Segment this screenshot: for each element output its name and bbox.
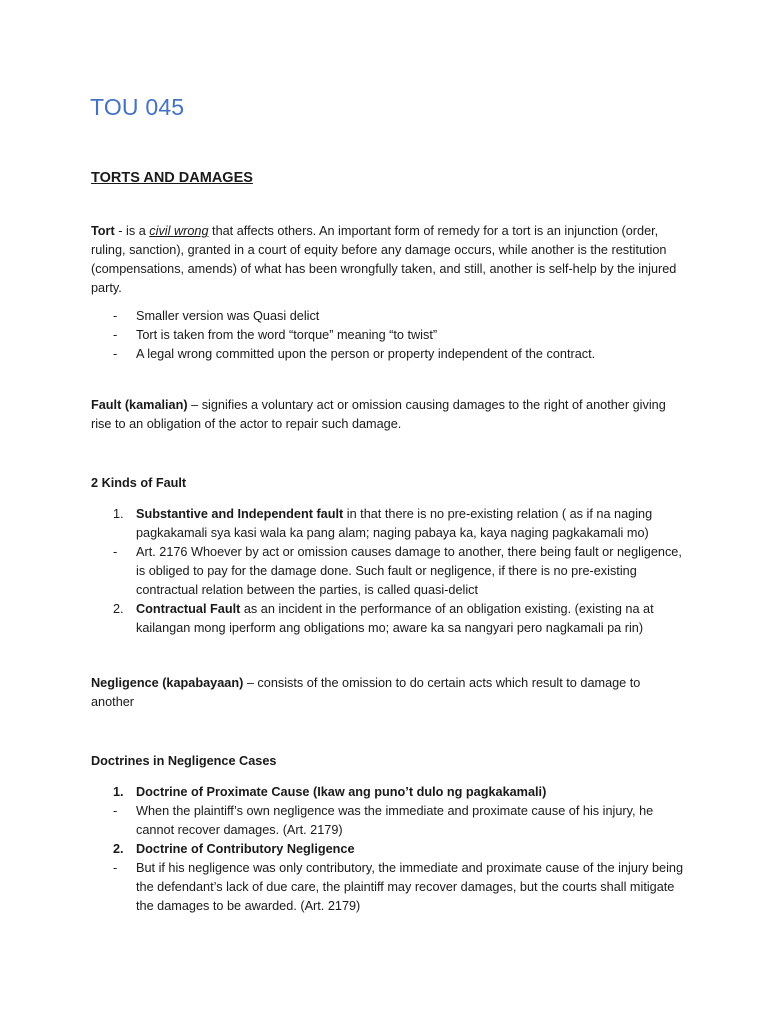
negligence-text: – consists of the omission to do certain acts which result to damage to another [91,676,641,709]
kinds-of-fault-list-2 [91,600,686,638]
fault-definition [91,396,686,434]
tort-dash: - is a [114,224,150,238]
dash-marker: - [113,804,118,818]
tort-definition [91,222,686,298]
fault-dash-list [91,543,686,600]
doctrine-dash-list [91,802,686,840]
list-item: - Smaller version was Quasi delict [91,307,686,326]
dash-marker: - [113,861,118,875]
section-heading: TORTS AND DAMAGES [91,170,253,186]
doctrines-section [91,752,686,916]
list-item [91,783,686,802]
negligence-section [91,674,686,712]
list-number: 1. [113,507,124,521]
list-number: 1. [113,785,124,799]
kinds-of-fault-section [91,474,686,638]
doctrine-title: Doctrine of Proximate Cause (Ikaw ang puno’t dulo ng pagkakamali) [136,785,547,799]
list-item: - Tort is taken from the word “torque” meaning “to twist” [91,326,686,345]
tort-section [91,222,686,364]
doctrine-dash-list-2 [91,859,686,916]
list-number: 2. [113,602,124,616]
doctrine-title: Doctrine of Contributory Negligence [136,842,355,856]
tort-bullet-list [91,307,686,364]
list-item: 2. Contractual Fault as an incident in the performance of an obligation existing. (existing na at kailangan mong iperform ang obligations mo; aware ka sa nangyari pero nagkamali pa rin) [113,602,654,635]
fault-kind-term: Contractual Fault [136,602,241,616]
document-title: TOU 045 [90,94,185,120]
fault-kind-term: Substantive and Independent fault [136,507,344,521]
dash-marker: - [113,328,118,342]
kinds-of-fault-list [91,505,686,543]
list-item: - A legal wrong committed upon the person or property independent of the contract. [91,345,686,364]
list-item: - But if his negligence was only contributory, the immediate and proximate cause of the injury being the defendant’s lack of due care, the plaintiff may recover damages, but the courts shall mitigate the damages to be awarded. (Art. 2179) [113,861,684,913]
kinds-of-fault-heading: 2 Kinds of Fault [91,476,187,490]
fault-term: Fault (kamalian) [91,398,188,412]
dash-marker: - [113,309,118,323]
tort-text: that affects others. An important form of remedy for a tort is an injunction (order, ruling, sanction), granted in a court of equity before any damage occurs, while another is the restitution (compensations, amends) of what has been wrongfully taken, and still, another is self-help by the injured party. [91,224,677,295]
list-item [91,840,686,859]
list-item: 1. Substantive and Independent fault in that there is no pre-existing relation ( as if na naging pagkakamali sya kasi wala ka pang alam; naging pabaya ka, kaya naging pagkakamali mo) [113,507,653,540]
doctrines-heading: Doctrines in Negligence Cases [91,754,277,768]
doctrines-list [91,783,686,802]
dash-marker: - [113,545,118,559]
fault-text: – signifies a voluntary act or omission causing damages to the right of another giving rise to an obligation of the actor to repair such damage. [91,398,666,431]
tort-term: Tort [91,224,115,238]
dash-marker: - [113,347,118,361]
fault-section [91,396,686,434]
list-item: - When the plaintiff’s own negligence was the immediate and proximate cause of his injury, he cannot recover damages. (Art. 2179) [113,804,654,837]
tort-emphasis: civil wrong [149,224,209,238]
negligence-definition [91,674,686,712]
list-number: 2. [113,842,124,856]
list-item: - Art. 2176 Whoever by act or omission causes damage to another, there being fault or negligence, is obliged to pay for the damage done. Such fault or negligence, if there is no pre-existing contractual relation between the parties, is called quasi-delict [113,545,682,597]
doctrines-list-2 [91,840,686,859]
negligence-term: Negligence (kapabayaan) [91,676,244,690]
